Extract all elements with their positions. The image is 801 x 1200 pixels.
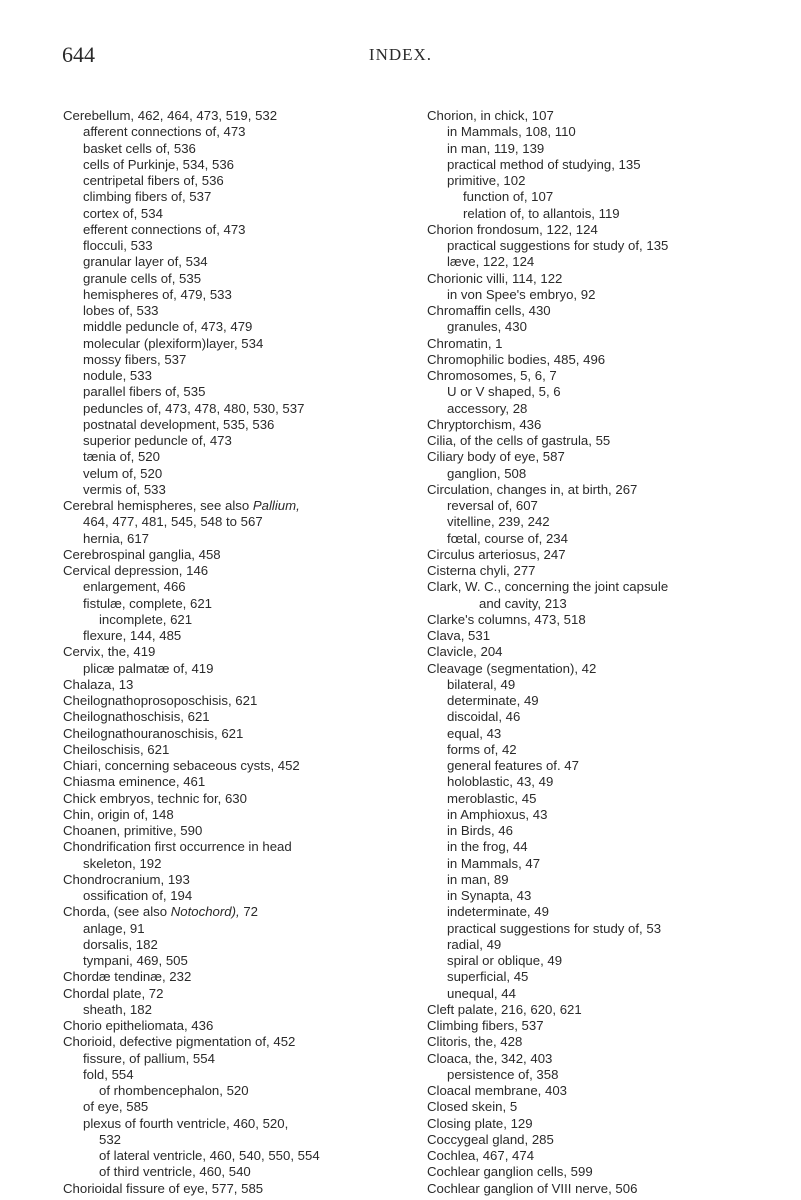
index-entry bbox=[427, 921, 785, 937]
entry-text: granules, 430 bbox=[447, 319, 527, 335]
index-entry bbox=[63, 173, 421, 189]
entry-text: centripetal fibers of, 536 bbox=[83, 173, 224, 188]
entry-text: Cervical depression, 146 bbox=[63, 563, 209, 578]
entry-text: U or V shaped, 5, 6 bbox=[447, 384, 561, 400]
index-entry bbox=[427, 1099, 785, 1115]
index-entry bbox=[427, 774, 785, 790]
index-entry bbox=[63, 482, 421, 498]
entry-text: of eye, 585 bbox=[83, 1099, 149, 1115]
entry-text: Cochlear ganglion of VIII nerve, 506 bbox=[427, 1180, 638, 1196]
entry-text: Chromatin, 1 bbox=[427, 335, 503, 351]
entry-text: 532 bbox=[99, 1131, 122, 1147]
index-entry bbox=[63, 596, 421, 612]
running-head: INDEX. bbox=[368, 45, 433, 64]
index-entry bbox=[63, 839, 421, 855]
index-entry bbox=[427, 1148, 785, 1164]
index-entry bbox=[63, 319, 421, 335]
entry-text: superficial, 45 bbox=[447, 969, 529, 985]
index-entry bbox=[63, 271, 421, 287]
index-entry bbox=[427, 287, 785, 303]
entry-text: Chorioid, defective pigmentation of, 452 bbox=[63, 1034, 296, 1050]
entry-text: practical method of studying, 135 bbox=[447, 156, 641, 172]
entry-text: Cheilognathouranoschisis, 621 bbox=[63, 725, 244, 741]
entry-text: efferent connections of, 473 bbox=[83, 221, 246, 237]
index-entry bbox=[427, 1181, 785, 1197]
index-entry bbox=[427, 531, 785, 547]
index-entry bbox=[427, 206, 785, 222]
entry-text: function of, 107 bbox=[463, 189, 554, 205]
index-entry bbox=[427, 742, 785, 758]
entry-text: climbing fibers of, 537 bbox=[83, 189, 212, 205]
entry-text: Cleavage (segmentation), 42 bbox=[427, 660, 597, 676]
index-entry bbox=[63, 466, 421, 482]
index-entry bbox=[427, 856, 785, 872]
entry-text: flocculi, 533 bbox=[83, 238, 153, 253]
index-entry bbox=[63, 628, 421, 644]
entry-text: Chorioidal fissure of eye, 577, 585 bbox=[63, 1180, 264, 1196]
index-entry bbox=[427, 693, 785, 709]
index-entry bbox=[427, 303, 785, 319]
index-entry bbox=[63, 1051, 421, 1067]
index-entry bbox=[427, 417, 785, 433]
entry-text: Chondrocranium, 193 bbox=[63, 871, 190, 887]
index-entry bbox=[63, 856, 421, 872]
index-entry bbox=[63, 661, 421, 677]
index-entry bbox=[427, 124, 785, 140]
index-entry bbox=[427, 433, 785, 449]
index-entry bbox=[63, 579, 421, 595]
entry-text: Chorion frondosum, 122, 124 bbox=[427, 221, 598, 237]
index-entry bbox=[63, 238, 421, 254]
entry-text: granular layer of, 534 bbox=[83, 254, 208, 270]
entry-text: Cerebral hemispheres, see also bbox=[63, 498, 253, 513]
index-entry bbox=[427, 1083, 785, 1099]
entry-text: spiral or oblique, 49 bbox=[447, 953, 563, 968]
index-entry bbox=[63, 157, 421, 173]
entry-text: anlage, 91 bbox=[83, 920, 145, 936]
entry-text: Chorion, in chick, 107 bbox=[427, 108, 554, 123]
entry-text: Cloaca, the, 342, 403 bbox=[427, 1050, 553, 1066]
entry-italic: Pallium, bbox=[252, 498, 300, 513]
index-entry bbox=[63, 368, 421, 384]
entry-text: tænia of, 520 bbox=[83, 449, 160, 465]
index-entry bbox=[63, 514, 421, 530]
entry-text: relation of, to allantois, 119 bbox=[463, 205, 620, 221]
page-number: 644 bbox=[62, 42, 95, 67]
entry-text: Cerebellum, 462, 464, 473, 519, 532 bbox=[63, 108, 278, 123]
entry-text: Climbing fibers, 537 bbox=[427, 1018, 544, 1033]
index-entry bbox=[427, 157, 785, 173]
entry-text-after: 72 bbox=[239, 904, 259, 920]
entry-text: and cavity, 213 bbox=[479, 595, 567, 611]
index-entry bbox=[427, 401, 785, 417]
entry-text: nodule, 533 bbox=[83, 368, 152, 383]
index-entry bbox=[63, 189, 421, 205]
index-entry bbox=[63, 1067, 421, 1083]
entry-text: general features of. 47 bbox=[447, 758, 579, 773]
entry-text: Cochlear ganglion cells, 599 bbox=[427, 1164, 593, 1180]
index-entry bbox=[63, 612, 421, 628]
index-entry bbox=[427, 1018, 785, 1034]
index-entry bbox=[427, 108, 785, 124]
index-entry bbox=[427, 612, 785, 628]
index-entry bbox=[63, 1099, 421, 1115]
entry-text: discoidal, 46 bbox=[447, 709, 521, 725]
index-entry bbox=[427, 336, 785, 352]
entry-text: meroblastic, 45 bbox=[447, 790, 537, 806]
entry-text: læve, 122, 124 bbox=[447, 254, 535, 270]
index-entry bbox=[63, 1083, 421, 1099]
index-entry bbox=[63, 401, 421, 417]
entry-text: Cervix, the, 419 bbox=[63, 644, 156, 660]
entry-text: in man, 89 bbox=[447, 871, 509, 887]
index-entry bbox=[63, 823, 421, 839]
index-entry bbox=[63, 352, 421, 368]
entry-text: 464, 477, 481, 545, 548 to 567 bbox=[83, 514, 263, 530]
index-entry bbox=[63, 921, 421, 937]
entry-text: fœtal, course of, 234 bbox=[447, 530, 568, 546]
entry-text: practical suggestions for study of, 135 bbox=[447, 238, 669, 253]
index-entry bbox=[63, 677, 421, 693]
entry-text: in man, 119, 139 bbox=[447, 140, 545, 156]
entry-text: in Birds, 46 bbox=[447, 823, 513, 838]
index-entry bbox=[63, 1002, 421, 1018]
entry-text: unequal, 44 bbox=[447, 985, 516, 1001]
entry-text: incomplete, 621 bbox=[99, 611, 193, 627]
index-entry bbox=[63, 726, 421, 742]
page-header bbox=[0, 42, 801, 66]
entry-text: Cheiloschisis, 621 bbox=[63, 741, 170, 757]
entry-text: in Amphioxus, 43 bbox=[447, 806, 548, 822]
index-entry bbox=[63, 953, 421, 969]
entry-text: of third ventricle, 460, 540 bbox=[99, 1164, 251, 1180]
index-entry bbox=[63, 1116, 421, 1132]
index-entry bbox=[63, 774, 421, 790]
entry-italic: Notochord), bbox=[170, 904, 240, 920]
entry-text: Chordæ tendinæ, 232 bbox=[63, 969, 192, 985]
entry-text: bilateral, 49 bbox=[447, 676, 516, 692]
entry-text: in von Spee's embryo, 92 bbox=[447, 286, 596, 302]
index-entry bbox=[63, 498, 421, 514]
index-entry bbox=[63, 986, 421, 1002]
entry-text: Coccygeal gland, 285 bbox=[427, 1131, 554, 1147]
index-entry bbox=[427, 1034, 785, 1050]
index-entry bbox=[427, 726, 785, 742]
entry-text: in Mammals, 47 bbox=[447, 855, 541, 871]
entry-text: Cheilognathoschisis, 621 bbox=[63, 709, 210, 725]
index-entry bbox=[63, 336, 421, 352]
index-entry bbox=[63, 872, 421, 888]
entry-text: ossification of, 194 bbox=[83, 888, 193, 903]
entry-text: Chorionic villi, 114, 122 bbox=[427, 270, 563, 286]
entry-text: molecular (plexiform)layer, 534 bbox=[83, 335, 264, 351]
entry-text: radial, 49 bbox=[447, 936, 502, 952]
index-entry bbox=[427, 141, 785, 157]
index-entry bbox=[63, 1164, 421, 1180]
entry-text: granule cells of, 535 bbox=[83, 270, 202, 286]
entry-text: Circulus arteriosus, 247 bbox=[427, 546, 566, 562]
index-entry bbox=[63, 758, 421, 774]
index-entry bbox=[63, 1018, 421, 1034]
entry-text: parallel fibers of, 535 bbox=[83, 384, 206, 400]
index-entry bbox=[427, 596, 785, 612]
entry-text: forms of, 42 bbox=[447, 741, 517, 757]
index-entry bbox=[63, 547, 421, 563]
entry-text: enlargement, 466 bbox=[83, 579, 186, 595]
index-entry bbox=[427, 807, 785, 823]
index-entry bbox=[427, 254, 785, 270]
entry-text: fissure, of pallium, 554 bbox=[83, 1050, 215, 1066]
index-entry bbox=[427, 677, 785, 693]
entry-text: Clava, 531 bbox=[427, 628, 491, 643]
index-entry bbox=[427, 319, 785, 335]
index-entry bbox=[427, 709, 785, 725]
entry-text: Clitoris, the, 428 bbox=[427, 1034, 523, 1050]
index-column-right bbox=[427, 108, 785, 1197]
entry-text: Chiari, concerning sebaceous cysts, 452 bbox=[63, 758, 300, 773]
index-entry bbox=[427, 1132, 785, 1148]
index-column-left bbox=[63, 108, 421, 1197]
entry-text: of rhombencephalon, 520 bbox=[99, 1083, 249, 1098]
entry-text: Chorio epitheliomata, 436 bbox=[63, 1018, 214, 1033]
index-entry bbox=[63, 449, 421, 465]
entry-text: persistence of, 358 bbox=[447, 1066, 559, 1082]
index-entry bbox=[427, 466, 785, 482]
index-entry bbox=[63, 888, 421, 904]
entry-text: Cilia, of the cells of gastrula, 55 bbox=[427, 433, 611, 448]
entry-text: accessory, 28 bbox=[447, 400, 528, 416]
entry-text: Clavicle, 204 bbox=[427, 644, 503, 660]
index-entry bbox=[427, 888, 785, 904]
index-entry bbox=[63, 206, 421, 222]
entry-text: Chorda, (see also bbox=[63, 904, 171, 920]
entry-text: indeterminate, 49 bbox=[447, 904, 549, 920]
entry-text: flexure, 144, 485 bbox=[83, 628, 182, 643]
entry-text: middle peduncle of, 473, 479 bbox=[83, 319, 253, 335]
entry-text: Chin, origin of, 148 bbox=[63, 806, 174, 822]
index-entry bbox=[63, 563, 421, 579]
index-entry bbox=[63, 433, 421, 449]
entry-text: cells of Purkinje, 534, 536 bbox=[83, 156, 235, 172]
entry-text: vermis of, 533 bbox=[83, 481, 166, 497]
index-entry bbox=[63, 709, 421, 725]
entry-text: mossy fibers, 537 bbox=[83, 351, 187, 367]
index-entry bbox=[63, 124, 421, 140]
index-entry bbox=[63, 254, 421, 270]
entry-text: peduncles of, 473, 478, 480, 530, 537 bbox=[83, 400, 305, 416]
entry-text: determinate, 49 bbox=[447, 693, 539, 708]
entry-text: Chiasma eminence, 461 bbox=[63, 774, 206, 790]
entry-text: cortex of, 534 bbox=[83, 205, 163, 221]
entry-text: primitive, 102 bbox=[447, 173, 526, 188]
entry-text: Chromophilic bodies, 485, 496 bbox=[427, 351, 606, 367]
index-entry bbox=[63, 384, 421, 400]
index-entry bbox=[427, 644, 785, 660]
index-entry bbox=[427, 986, 785, 1002]
index-entry bbox=[427, 173, 785, 189]
index-entry bbox=[63, 1132, 421, 1148]
entry-text: Cochlea, 467, 474 bbox=[427, 1148, 535, 1163]
index-entry bbox=[427, 758, 785, 774]
index-entry bbox=[427, 969, 785, 985]
entry-text: Circulation, changes in, at birth, 267 bbox=[427, 481, 638, 497]
index-entry bbox=[427, 384, 785, 400]
index-entry bbox=[427, 661, 785, 677]
entry-text: skeleton, 192 bbox=[83, 855, 162, 871]
index-entry bbox=[63, 531, 421, 547]
entry-text: Chondrification first occurrence in head bbox=[63, 839, 292, 855]
entry-text: vitelline, 239, 242 bbox=[447, 514, 550, 530]
entry-text: practical suggestions for study of, 53 bbox=[447, 920, 662, 936]
entry-text: hemispheres of, 479, 533 bbox=[83, 286, 232, 302]
entry-text: Ciliary body of eye, 587 bbox=[427, 449, 565, 465]
entry-text: Chick embryos, technic for, 630 bbox=[63, 790, 247, 806]
index-entry bbox=[427, 579, 785, 595]
index-entry bbox=[427, 791, 785, 807]
index-entry bbox=[427, 238, 785, 254]
index-entry bbox=[427, 482, 785, 498]
entry-text: plicæ palmatæ of, 419 bbox=[83, 660, 214, 676]
entry-text: Clarke's columns, 473, 518 bbox=[427, 611, 586, 627]
index-entry bbox=[427, 352, 785, 368]
entry-text: fistulæ, complete, 621 bbox=[83, 595, 213, 611]
index-entry bbox=[63, 1181, 421, 1197]
entry-text: Cisterna chyli, 277 bbox=[427, 563, 536, 578]
entry-text: dorsalis, 182 bbox=[83, 936, 158, 952]
index-entry bbox=[63, 904, 421, 920]
index-entry bbox=[427, 271, 785, 287]
index-entry bbox=[427, 222, 785, 238]
index-entry bbox=[63, 417, 421, 433]
index-entry bbox=[427, 839, 785, 855]
index-entry bbox=[427, 1051, 785, 1067]
entry-text: Chromosomes, 5, 6, 7 bbox=[427, 368, 557, 383]
index-entry bbox=[427, 1164, 785, 1180]
index-entry bbox=[63, 303, 421, 319]
entry-text: sheath, 182 bbox=[83, 1001, 152, 1017]
entry-text: holoblastic, 43, 49 bbox=[447, 774, 554, 790]
index-entry bbox=[427, 563, 785, 579]
index-entry bbox=[427, 1067, 785, 1083]
index-entry bbox=[427, 498, 785, 514]
entry-text: afferent connections of, 473 bbox=[83, 124, 246, 140]
index-entry bbox=[63, 1034, 421, 1050]
entry-text: of lateral ventricle, 460, 540, 550, 554 bbox=[99, 1148, 320, 1163]
entry-text: Closed skein, 5 bbox=[427, 1099, 518, 1115]
entry-text: superior peduncle of, 473 bbox=[83, 433, 232, 448]
entry-text: lobes of, 533 bbox=[83, 303, 159, 318]
entry-text: reversal of, 607 bbox=[447, 498, 538, 513]
index-entry bbox=[427, 953, 785, 969]
index-entry bbox=[63, 287, 421, 303]
index-entry bbox=[427, 514, 785, 530]
entry-text: plexus of fourth ventricle, 460, 520, bbox=[83, 1115, 289, 1131]
entry-text: Chalaza, 13 bbox=[63, 676, 134, 692]
index-entry bbox=[427, 904, 785, 920]
entry-text: in Mammals, 108, 110 bbox=[447, 124, 576, 140]
index-entry bbox=[427, 1002, 785, 1018]
index-entry bbox=[63, 1148, 421, 1164]
index-entry bbox=[63, 222, 421, 238]
index-entry bbox=[427, 547, 785, 563]
index-entry bbox=[63, 693, 421, 709]
entry-text: equal, 43 bbox=[447, 725, 502, 741]
entry-text: Closing plate, 129 bbox=[427, 1115, 533, 1131]
index-entry bbox=[427, 449, 785, 465]
index-entry bbox=[427, 937, 785, 953]
entry-text: in the frog, 44 bbox=[447, 839, 528, 855]
index-entry bbox=[63, 141, 421, 157]
entry-text: Chryptorchism, 436 bbox=[427, 416, 542, 432]
index-entry bbox=[427, 368, 785, 384]
entry-text: postnatal development, 535, 536 bbox=[83, 416, 275, 432]
index-entry bbox=[63, 807, 421, 823]
entry-text: fold, 554 bbox=[83, 1066, 134, 1082]
index-entry bbox=[427, 628, 785, 644]
entry-text: Cheilognathoprosoposchisis, 621 bbox=[63, 693, 258, 708]
index-entry bbox=[63, 108, 421, 124]
entry-text: Chordal plate, 72 bbox=[63, 985, 164, 1001]
entry-text: Choanen, primitive, 590 bbox=[63, 823, 203, 838]
index-entry bbox=[63, 742, 421, 758]
entry-text: in Synapta, 43 bbox=[447, 888, 532, 903]
index-entry bbox=[63, 969, 421, 985]
index-entry bbox=[63, 937, 421, 953]
entry-text: Clark, W. C., concerning the joint capsule bbox=[427, 579, 669, 595]
entry-text: tympani, 469, 505 bbox=[83, 953, 188, 968]
entry-text: Cleft palate, 216, 620, 621 bbox=[427, 1001, 582, 1017]
index-entry bbox=[427, 872, 785, 888]
index-entry bbox=[427, 823, 785, 839]
entry-text: Cerebrospinal ganglia, 458 bbox=[63, 546, 221, 562]
entry-text: hernia, 617 bbox=[83, 530, 149, 546]
entry-text: Cloacal membrane, 403 bbox=[427, 1083, 568, 1098]
index-entry bbox=[427, 1116, 785, 1132]
entry-text: velum of, 520 bbox=[83, 465, 163, 481]
entry-text: Chromaffin cells, 430 bbox=[427, 303, 551, 318]
index-entry bbox=[63, 644, 421, 660]
entry-text: basket cells of, 536 bbox=[83, 140, 196, 156]
entry-text: ganglion, 508 bbox=[447, 465, 527, 481]
index-entry bbox=[427, 189, 785, 205]
index-entry bbox=[63, 791, 421, 807]
